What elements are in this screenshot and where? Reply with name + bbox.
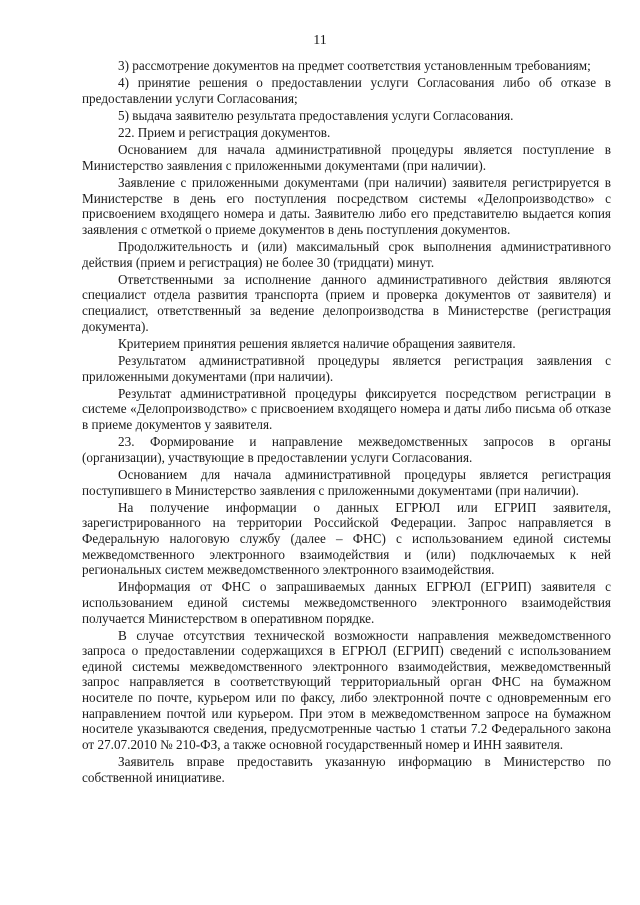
paragraph: На получение информации о данных ЕГРЮЛ или ЕГРИП заявителя, зарегистрированного на территории Российской Федерации. Запрос направляется в Федеральную налоговую службу (далее – ФНС) с использованием единой системы межведомственного электронного взаимодействия и (или) подключаемых к ней региональных систем межведомственного электронного взаимодействия. xyxy=(82,499,611,578)
paragraph: Заявитель вправе предоставить указанную информацию в Министерство по собственной инициативе. xyxy=(82,754,611,785)
paragraph: Информация от ФНС о запрашиваемых данных ЕГРЮЛ (ЕГРИП) заявителя с использованием единой системы межведомственного электронного взаимодействия получается Министерством в оперативном порядке. xyxy=(82,579,611,626)
paragraph: Заявление с приложенными документами (при наличии) заявителя регистрируется в Министерстве в день его поступления посредством системы «Делопроизводство» с присвоением входящего номера и даты. Заявителю либо его представителю выдается копия заявления с отметкой о приеме документов в день поступления документов. xyxy=(82,175,611,237)
paragraph: Результат административной процедуры фиксируется посредством регистрации в системе «Делопроизводство» с присвоением входящего номера и даты либо письма об отказе в приеме документов у заявителя. xyxy=(82,385,611,432)
paragraph-item-5-issue: 5) выдача заявителю результата предоставления услуги Согласования. xyxy=(118,107,514,123)
page-number: 11 xyxy=(313,33,327,48)
paragraph: Основанием для начала административной процедуры является поступление в Министерство заявления с приложенными документами (при наличии). xyxy=(82,142,611,173)
paragraph: Продолжительность и (или) максимальный срок выполнения административного действия (прием и регистрация) не более 30 (тридцати) минут. xyxy=(82,239,611,270)
paragraph: Ответственными за исполнение данного административного действия являются специалист отдела развития транспорта (прием и проверка документов от заявителя) и специалист, ответственный за ведение делопроизводства в Министерстве (регистрация документа). xyxy=(82,271,611,334)
paragraph: В случае отсутствия технической возможности направления межведомственного запроса о предоставлении содержащихся в ЕГРЮЛ (ЕГРИП) сведений с использованием единой системы межведомственного электронного взаимодействия, межведомственный запрос направляется в соответствующий территориальный орган ФНС на бумажном носителе по почте, курьером или по факсу, либо электронной почте с одновременным его направлением почтой или курьером. При этом в межведомственном запросе на бумажном носителе указываются сведения, предусмотренные частью 1 статьи 7.2 Федерального закона от 27.07.2010 № 210-ФЗ, а также основной государственный номер и ИНН заявителя. xyxy=(82,627,611,752)
document-body xyxy=(82,58,611,787)
section-22-heading: 22. Прием и регистрация документов. xyxy=(118,125,331,141)
paragraph-item-4-decision: 4) принятие решения о предоставлении услуги Согласования либо об отказе в предоставлении услуги Согласования; xyxy=(82,75,611,106)
paragraph: Критерием принятия решения является наличие обращения заявителя. xyxy=(118,335,516,351)
paragraph-item-3-review: 3) рассмотрение документов на предмет соответствия установленным требованиям; xyxy=(118,58,591,73)
section-23-heading: 23. Формирование и направление межведомственных запросов в органы (организации), участвующие в предоставлении услуги Согласования. xyxy=(82,434,611,465)
paragraph: Результатом административной процедуры является регистрация заявления с приложенными документами (при наличии). xyxy=(82,353,611,384)
paragraph: Основанием для начала административной процедуры является регистрация поступившего в Министерство заявления с приложенными документами (при наличии). xyxy=(82,466,611,498)
